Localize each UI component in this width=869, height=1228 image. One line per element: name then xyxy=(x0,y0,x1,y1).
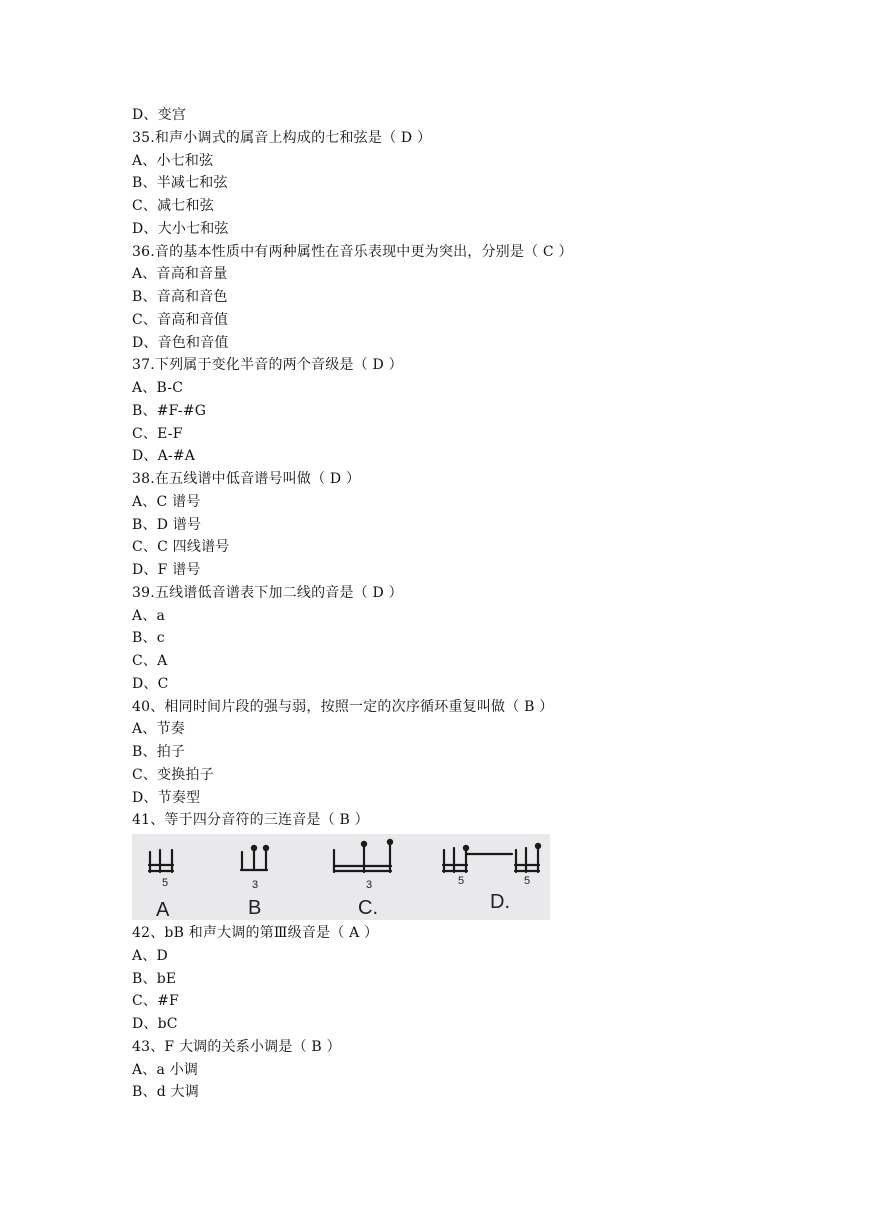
text-line: D、A-#A xyxy=(132,448,196,465)
text-line: C、E-F xyxy=(132,425,183,442)
tuplet-number: 3 xyxy=(366,879,373,891)
text-line: C、减七和弦 xyxy=(132,198,214,214)
text-line: 40、相同时间片段的强与弱，按照一定的次序循环重复叫做（ B ） xyxy=(132,698,554,715)
text-line: 43、F 大调的关系小调是（ B ） xyxy=(132,1038,341,1055)
text-line: B、半减七和弦 xyxy=(132,175,228,192)
text-line: B、拍子 xyxy=(132,744,186,760)
question-block-before-figure xyxy=(132,104,832,832)
text-line: A、a xyxy=(132,607,166,624)
text-line: D、音色和音值 xyxy=(132,334,229,351)
question-block-after-figure xyxy=(132,922,832,1104)
text-line: A、a 小调 xyxy=(132,1061,199,1078)
text-line: B、c xyxy=(132,630,165,647)
text-line: C、变换拍子 xyxy=(132,766,214,783)
text-line: B、#F-#G xyxy=(132,402,207,419)
text-line: C、音高和音值 xyxy=(132,311,229,328)
text-line: D、F 谱号 xyxy=(132,562,201,578)
tuplet-number: 5 xyxy=(524,875,531,887)
handwritten-rhythm-image xyxy=(132,834,550,920)
document-page xyxy=(132,104,832,1104)
text-line: C、A xyxy=(132,653,168,669)
text-line: C、C 四线谱号 xyxy=(132,539,230,556)
option-letter-b: B xyxy=(248,897,262,919)
text-line: B、音高和音色 xyxy=(132,289,228,305)
text-line: A、D xyxy=(132,947,168,964)
text-line: D、C xyxy=(132,675,169,692)
option-letter-c: C. xyxy=(358,897,378,919)
text-line: D、bC xyxy=(132,1016,178,1032)
text-line: 37.下列属于变化半音的两个音级是（ D ） xyxy=(132,357,403,374)
text-line: A、音高和音量 xyxy=(132,266,228,283)
option-letter-d: D. xyxy=(490,891,510,913)
text-line: 41、等于四分音符的三连音是（ B ） xyxy=(132,812,369,829)
text-line: D、节奏型 xyxy=(132,789,201,806)
text-line: D、大小七和弦 xyxy=(132,220,229,237)
text-line: A、小七和弦 xyxy=(132,152,214,169)
tuplet-number: 5 xyxy=(458,875,465,887)
text-line: 42、bB 和声大调的第Ⅲ级音是（ A ） xyxy=(132,925,379,941)
text-line: 38.在五线谱中低音谱号叫做（ D ） xyxy=(132,471,361,487)
text-line: 35.和声小调式的属音上构成的七和弦是（ D ） xyxy=(132,129,432,146)
text-line: A、B-C xyxy=(132,380,184,396)
text-line: 39.五线谱低音谱表下加二线的音是（ D ） xyxy=(132,584,403,601)
text-line: D、变宫 xyxy=(132,107,187,123)
text-line: A、C 谱号 xyxy=(132,493,201,510)
text-line: B、D 谱号 xyxy=(132,516,202,533)
tuplet-number: 3 xyxy=(252,879,259,891)
text-line: B、bE xyxy=(132,970,177,987)
text-line: 36.音的基本性质中有两种属性在音乐表现中更为突出，分别是（ C ） xyxy=(132,243,573,260)
tuplet-number: 5 xyxy=(162,877,169,889)
option-letter-a: A xyxy=(156,899,170,920)
text-line: B、d 大调 xyxy=(132,1084,199,1101)
text-line: A、节奏 xyxy=(132,721,185,738)
rhythm-options-figure xyxy=(132,834,550,920)
text-line: C、#F xyxy=(132,993,179,1010)
